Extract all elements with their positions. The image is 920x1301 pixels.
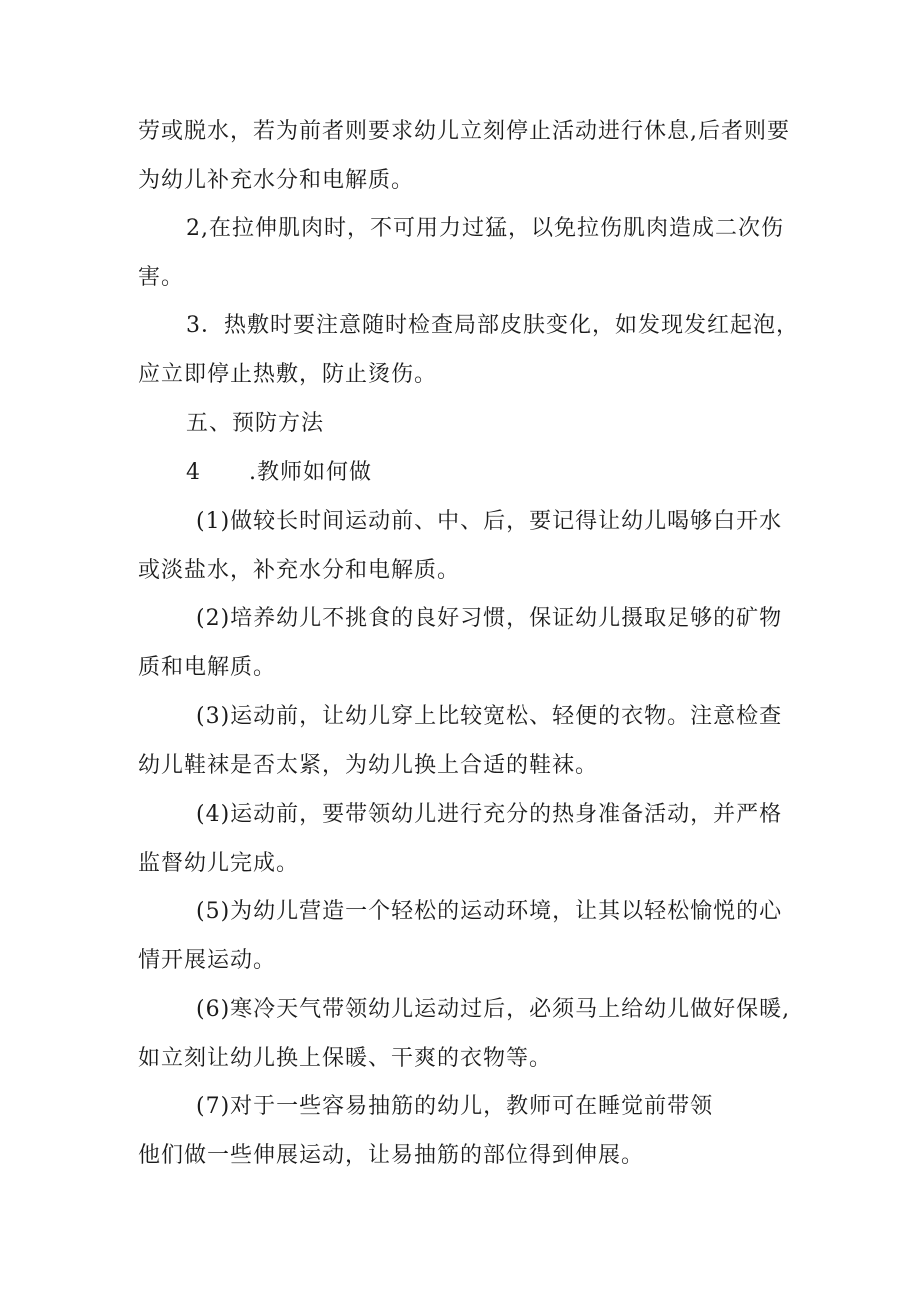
list-item-line: 或淡盐水，补充水分和电解质。 — [138, 558, 461, 583]
subsection-number: 4 — [186, 460, 201, 485]
subsection-heading — [186, 458, 372, 488]
paragraph-line: 2,在拉伸肌肉时，不可用力过猛，以免拉伤肌肉造成二次伤 — [186, 216, 784, 241]
paragraph-line: 应立即停止热敷，防止烫伤。 — [138, 362, 438, 387]
list-item-line: (3)运动前，让幼儿穿上比较宽松、轻便的衣物。注意检查 — [196, 704, 783, 729]
section-heading: 五、预防方法 — [186, 411, 325, 436]
paragraph-line: 劳或脱水，若为前者则要求幼儿立刻停止活动进行休息,后者则要 — [138, 119, 790, 144]
paragraph-line: 3．热敷时要注意随时检查局部皮肤变化，如发现发红起泡， — [186, 313, 799, 338]
list-item-line: (1)做较长时间运动前、中、后，要记得让幼儿喝够白开水 — [196, 509, 783, 534]
list-item-line: (5)为幼儿营造一个轻松的运动环境，让其以轻松愉悦的心 — [196, 899, 783, 924]
list-item-line: 情开展运动。 — [138, 948, 277, 973]
list-item-line: (6)寒冷天气带领幼儿运动过后，必须马上给幼儿做好保暖, — [196, 997, 791, 1022]
paragraph-line: 为幼儿补充水分和电解质。 — [138, 168, 415, 193]
list-item-line: 幼儿鞋袜是否太紧，为幼儿换上合适的鞋袜。 — [138, 753, 599, 778]
list-item-line: 质和电解质。 — [138, 655, 277, 680]
list-item-line: (2)培养幼儿不挑食的良好习惯，保证幼儿摄取足够的矿物 — [196, 606, 783, 631]
list-item-line: 如立刻让幼儿换上保暖、干爽的衣物等。 — [138, 1046, 553, 1071]
list-item-line: 监督幼儿完成。 — [138, 851, 300, 876]
subsection-title: .教师如何做 — [249, 460, 372, 485]
list-item-line: 他们做一些伸展运动，让易抽筋的部位得到伸展。 — [138, 1143, 645, 1168]
list-item-line: (7)对于一些容易抽筋的幼儿，教师可在睡觉前带领 — [196, 1094, 714, 1119]
paragraph-line: 害。 — [138, 265, 185, 290]
list-item-line: (4)运动前，要带领幼儿进行充分的热身准备活动，并严格 — [196, 802, 783, 827]
